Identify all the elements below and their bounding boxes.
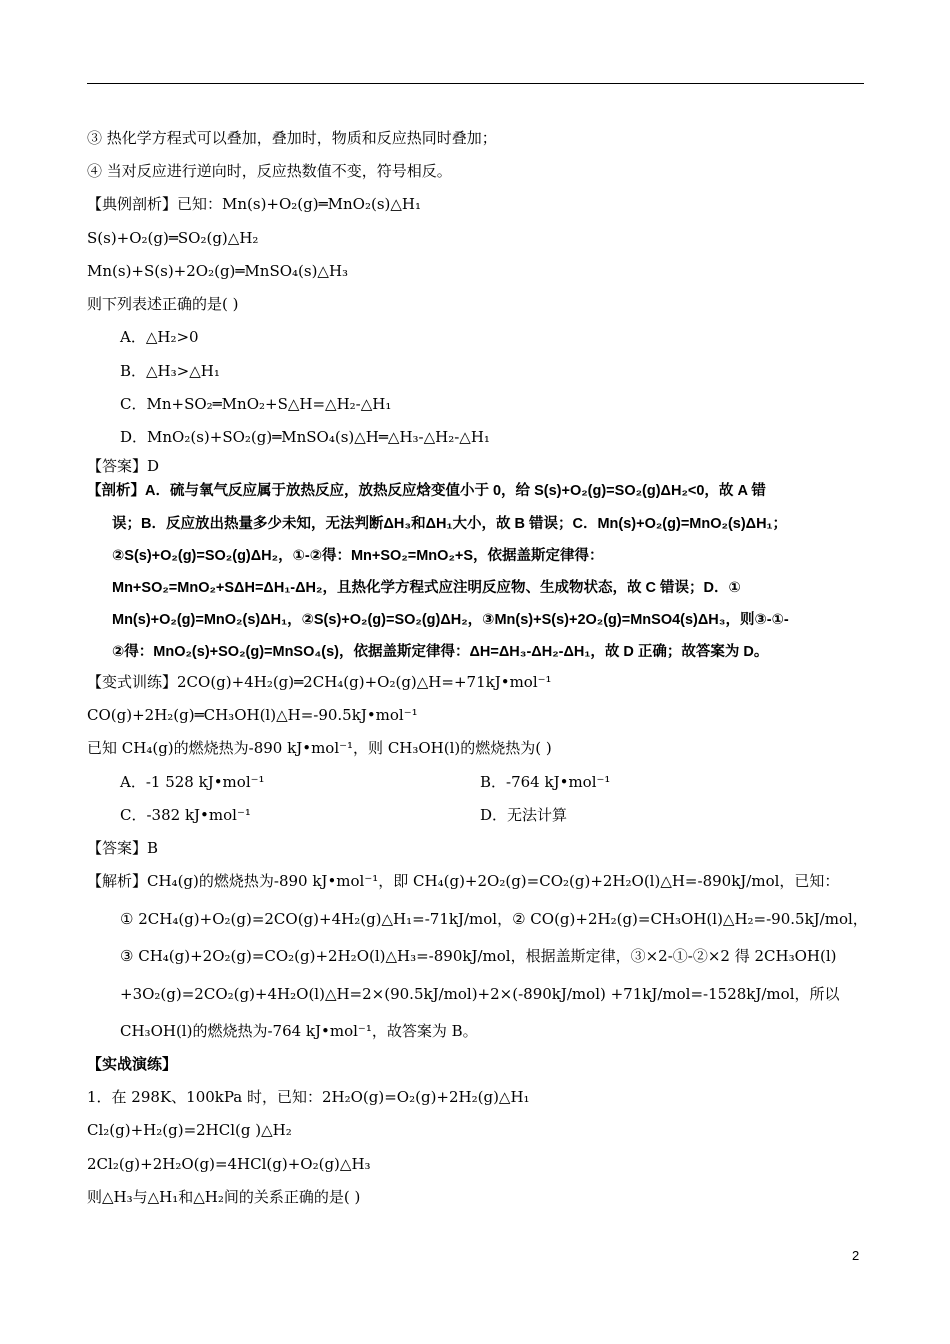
answer-line: 【答案】D bbox=[87, 457, 160, 475]
analysis-line: ②得：MnO₂(s)+SO₂(g)=MnSO₄(s)，依据盖斯定律得：ΔH=ΔH₃-ΔH₂-ΔH₁，故 D 正确；故答案为 D。 bbox=[112, 644, 769, 660]
analysis-line: 【剖析】A．硫与氧气反应属于放热反应，放热反应焓变值小于 0，给 S(s)+O₂(g)=SO₂(g)ΔH₂<0，故 A 错 bbox=[87, 483, 766, 499]
analysis-line: ① 2CH₄(g)+O₂(g)=2CO(g)+4H₂(g)△H₁=-71kJ/mol，② CO(g)+2H₂(g)=CH₃OH(l)△H₂=-90.5kJ/mol， bbox=[120, 910, 868, 928]
text-line: 2Cl₂(g)+2H₂O(g)=4HCl(g)+O₂(g)△H₃ bbox=[87, 1155, 371, 1173]
header-rule bbox=[87, 83, 864, 84]
question-line: 1．在 298K、100kPa 时，已知：2H₂O(g)=O₂(g)+2H₂(g)△H₁ bbox=[87, 1088, 530, 1106]
option-a: A．-1 528 kJ•mol⁻¹ bbox=[120, 773, 265, 791]
analysis-line: Mn(s)+O₂(g)=MnO₂(s)ΔH₁，②S(s)+O₂(g)=SO₂(g)ΔH₂，③Mn(s)+S(s)+2O₂(g)=MnSO4(s)ΔH₃，则③-①- bbox=[112, 612, 789, 628]
text-line: 已知 CH₄(g)的燃烧热为-890 kJ•mol⁻¹，则 CH₃OH(l)的燃烧热为( ) bbox=[87, 739, 552, 757]
analysis-line: ②S(s)+O₂(g)=SO₂(g)ΔH₂，①-②得：Mn+SO₂=MnO₂+S，依据盖斯定律得： bbox=[112, 548, 604, 564]
text-line: ③ 热化学方程式可以叠加，叠加时，物质和反应热同时叠加； bbox=[87, 129, 497, 147]
analysis-line: +3O₂(g)=2CO₂(g)+4H₂O(l)△H=2×(90.5kJ/mol)+2×(-890kJ/mol) +71kJ/mol=-1528kJ/mol，所以 bbox=[120, 985, 840, 1003]
text-line: 【变式训练】2CO(g)+4H₂(g)═2CH₄(g)+O₂(g)△H=+71kJ•mol⁻¹ bbox=[87, 673, 552, 691]
analysis-line: 【解析】CH₄(g)的燃烧热为-890 kJ•mol⁻¹，即 CH₄(g)+2O₂(g)=CO₂(g)+2H₂O(l)△H=-890kJ/mol，已知： bbox=[87, 872, 840, 890]
analysis-line: Mn+SO₂=MnO₂+SΔH=ΔH₁-ΔH₂，且热化学方程式应注明反应物、生成物状态，故 C 错误；D．① bbox=[112, 580, 741, 596]
option-d: D．MnO₂(s)+SO₂(g)═MnSO₄(s)△H═△H₃-△H₂-△H₁ bbox=[120, 428, 490, 446]
text-line: 则下列表述正确的是( ) bbox=[87, 295, 239, 313]
text-line: 则△H₃与△H₁和△H₂间的关系正确的是( ) bbox=[87, 1188, 361, 1206]
page-number: 2 bbox=[852, 1248, 860, 1263]
option-c: C．Mn+SO₂═MnO₂+S△H=△H₂-△H₁ bbox=[120, 395, 392, 413]
section-heading: 【实战演练】 bbox=[87, 1055, 178, 1073]
option-b: B．-764 kJ•mol⁻¹ bbox=[480, 773, 611, 791]
answer-line: 【答案】B bbox=[87, 839, 159, 857]
option-d: D．无法计算 bbox=[480, 806, 568, 824]
text-line: ④ 当对反应进行逆向时，反应热数值不变，符号相反。 bbox=[87, 162, 452, 180]
text-line: Mn(s)+S(s)+2O₂(g)═MnSO₄(s)△H₃ bbox=[87, 262, 349, 280]
option-a: A．△H₂>0 bbox=[120, 328, 199, 346]
text-line: CO(g)+2H₂(g)═CH₃OH(l)△H=-90.5kJ•mol⁻¹ bbox=[87, 706, 418, 724]
text-line: 【典例剖析】已知：Mn(s)+O₂(g)═MnO₂(s)△H₁ bbox=[87, 195, 421, 213]
option-b: B．△H₃>△H₁ bbox=[120, 362, 220, 380]
analysis-line: ③ CH₄(g)+2O₂(g)=CO₂(g)+2H₂O(l)△H₃=-890kJ/mol，根据盖斯定律，③×2-①-②×2 得 2CH₃OH(l) bbox=[120, 947, 837, 965]
text-line: S(s)+O₂(g)═SO₂(g)△H₂ bbox=[87, 229, 259, 247]
text-line: Cl₂(g)+H₂(g)=2HCl(g )△H₂ bbox=[87, 1121, 292, 1139]
analysis-line: CH₃OH(l)的燃烧热为-764 kJ•mol⁻¹，故答案为 B。 bbox=[120, 1022, 478, 1040]
option-c: C．-382 kJ•mol⁻¹ bbox=[120, 806, 251, 824]
analysis-line: 误；B．反应放出热量多少未知，无法判断ΔH₃和ΔH₁大小，故 B 错误；C．Mn(s)+O₂(g)=MnO₂(s)ΔH₁； bbox=[112, 516, 788, 532]
